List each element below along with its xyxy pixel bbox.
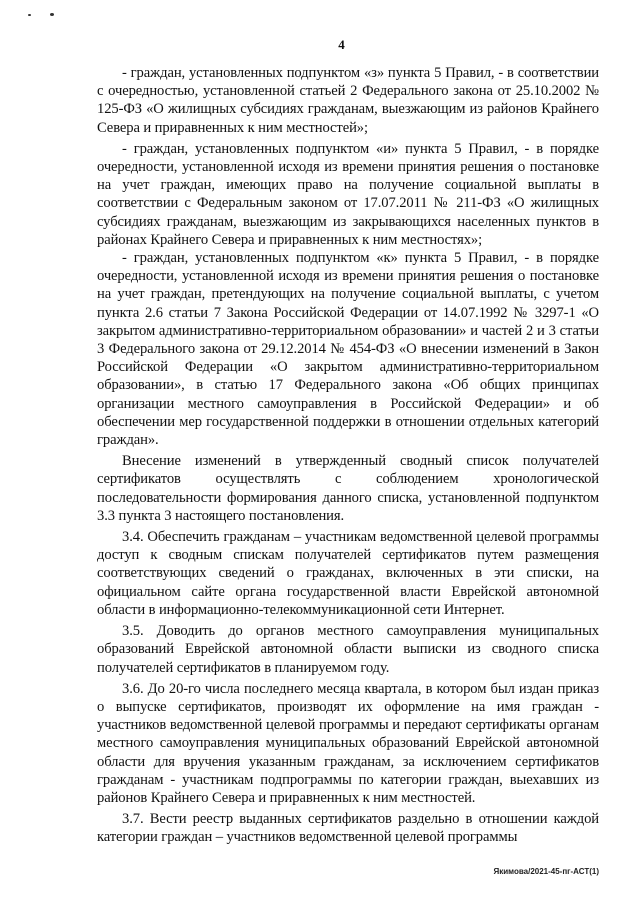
paragraph-3-4: 3.4. Обеспечить гражданам – участникам ведомственной целевой программы доступ к сводным спискам получателей сертификатов путем размещения соответствующих сведений о гражданах, включенных в эти списки, на официальном сайте органа государственной власти Еврейской автономной области в информационно-телекоммуникационной сети Интернет. — [97, 529, 599, 618]
paragraph-3-5: 3.5. Доводить до органов местного самоуправления муниципальных образований Еврейской автономной области выписки из сводного списка получателей сертификатов в планируемом году. — [97, 623, 599, 676]
paragraph-3-6: 3.6. До 20-го числа последнего месяца квартала, в котором был издан приказ о выпуске сертификатов, производят их оформление на имя граждан - участников ведомственной целевой программы и передают сертификаты органам местного самоуправления муниципальных образований Еврейской автономной области для вручения указанным гражданам, за исключением сертификатов гражданам - участникам подпрограммы по категории граждан, выехавших из районов Крайнего Севера и приравненных к ним местностей. — [97, 680, 599, 806]
paragraph-item-z: - граждан, установленных подпунктом «з» пункта 5 Правил, - в соответствии с очередностью, установленной статьей 2 Федерального закона от 25.10.2002 № 125-ФЗ «О жилищных субсидиях гражданам, выезжающим из районов Крайнего Севера и приравненных к ним местностей»; — [97, 65, 599, 136]
paragraph-changes: Внесение изменений в утвержденный сводный список получателей сертификатов осуществлять с соблюдением хронологической последовательности формирования данного списка, установленной подпунктом 3.3 пункта 3 настоящего постановления. — [97, 453, 599, 524]
paragraph-3-7: 3.7. Вести реестр выданных сертификатов раздельно в отношении каждой категории граждан – участников ведомственной целевой программы — [97, 811, 599, 846]
scan-speck — [50, 13, 54, 16]
document-body — [97, 64, 599, 847]
page-number: 4 — [338, 37, 345, 52]
paragraph-item-i: - граждан, установленных подпунктом «и» пункта 5 Правил, - в порядке очередности, установленной исходя из времени принятия решения о постановке на учет граждан, имеющих право на получение социальной выплаты в соответствии с Федеральным законом от 17.07.2011 № 211-ФЗ «О жилищных субсидиях гражданам, выезжающим из закрывающихся населенных пунктов в районах Крайнего Севера и приравненных к ним местностях»; — [97, 140, 599, 248]
scan-speck — [28, 14, 31, 16]
paragraph-item-k: - граждан, установленных подпунктом «к» пункта 5 Правил, - в порядке очередности, установленной исходя из времени принятия решения о постановке на учет граждан, претендующих на получение социальной выплаты, с учетом пункта 2.6 статьи 7 Закона Российской Федерации от 14.07.1992 № 3297-1 «О закрытом административно-территориальном образовании» и частей 2 и 3 статьи 3 Федерального закона от 29.12.2014 № 454-ФЗ «О внесении изменений в Закон Российской Федерации «О закрытом административно-территориальном образовании», в статью 17 Федерального закона «Об общих принципах организации местного самоуправления в Российской Федерации» и об обеспечении мер государственной поддержки в отношении отдельных категорий граждан». — [97, 250, 599, 449]
document-reference: Якимова/2021-45-пг-АСТ(1) — [493, 867, 599, 876]
